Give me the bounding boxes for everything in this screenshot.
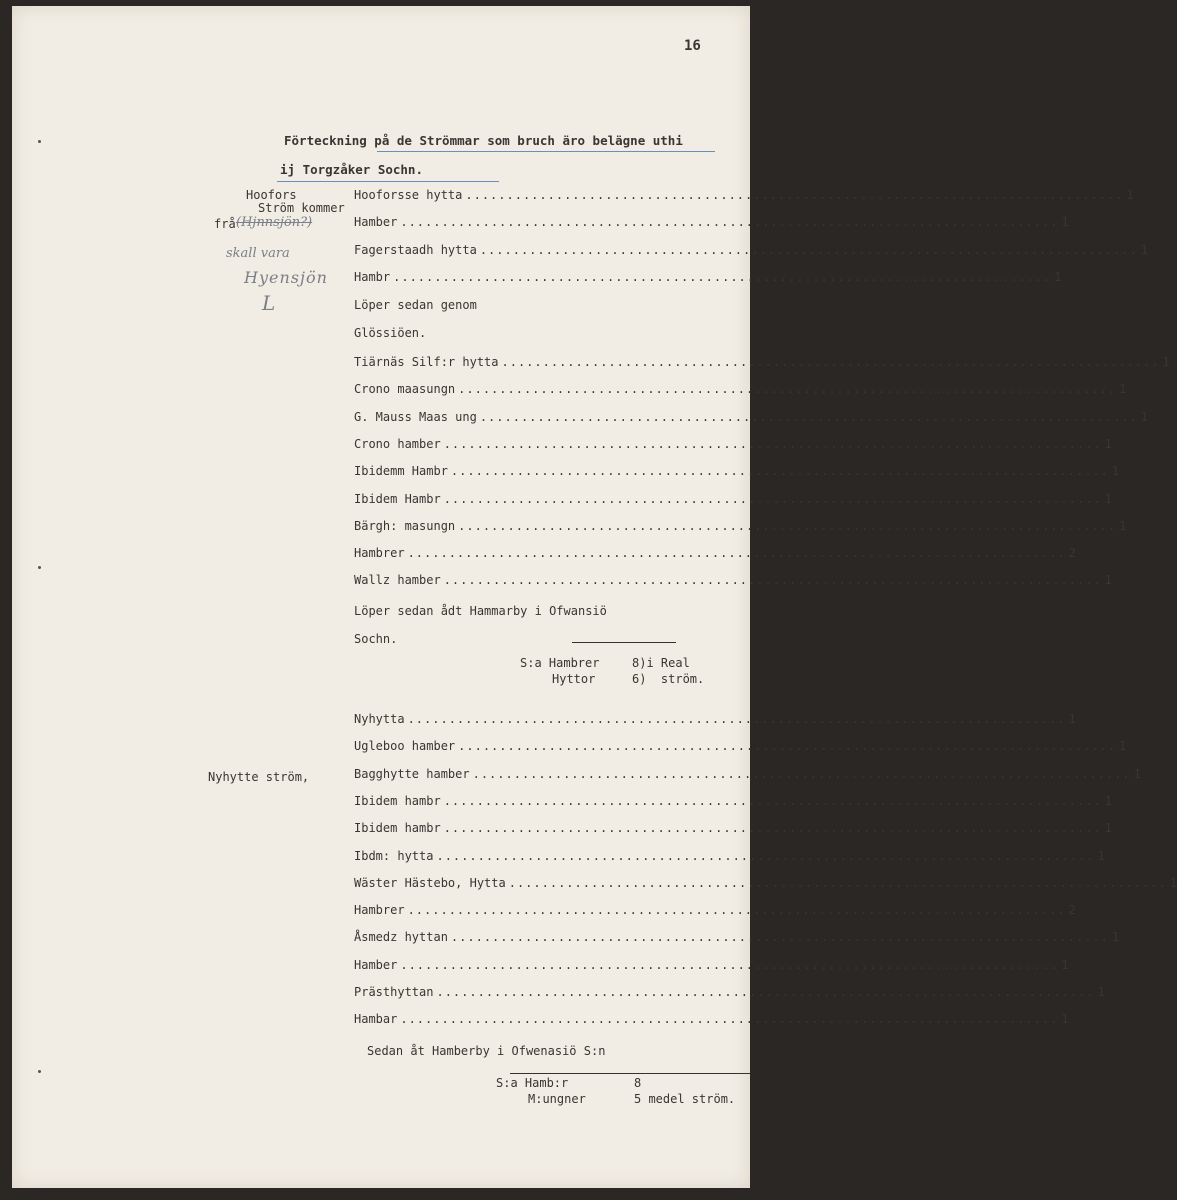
leader-dots: ................................................................................ — [501, 355, 1160, 369]
leader-dots: ................................................................................ — [400, 957, 1059, 972]
list-item — [354, 903, 1076, 919]
section1-label-line1: Hoofors — [246, 188, 297, 202]
item-value: 1 — [1104, 821, 1112, 836]
leader-dots: ................................................................................ — [407, 903, 1066, 918]
section1-sum-value-2: 6) ström. — [632, 672, 705, 686]
list-item — [354, 739, 1127, 755]
leader-dots: ................................................................................ — [407, 712, 1066, 726]
leader-dots: ................................................................................ — [443, 436, 1102, 451]
list-item — [354, 518, 1127, 535]
item-label: Hooforsse hytta — [354, 188, 463, 202]
list-item — [354, 712, 1076, 728]
item-value: 1 — [1111, 464, 1120, 479]
item-label: Ibidem hambr — [354, 793, 441, 808]
leader-dots: ................................................................................ — [458, 518, 1117, 533]
section1-text-b: Glössiöen. — [354, 326, 427, 340]
punch-hole-mark — [38, 140, 41, 143]
item-value: 1 — [1119, 739, 1127, 754]
item-value: 1 — [1061, 1012, 1069, 1027]
item-value: 1 — [1169, 875, 1177, 890]
item-label: Wäster Hästebo, Hytta — [354, 875, 506, 890]
list-item — [354, 188, 1134, 204]
list-item — [354, 355, 1170, 371]
item-value: 1 — [1054, 269, 1062, 284]
item-label: Hambrer — [354, 903, 405, 918]
item-label: Ugleboo hamber — [354, 739, 456, 754]
leader-dots: ................................................................................ — [508, 875, 1167, 890]
section2-label: Nyhytte ström, — [208, 770, 310, 784]
list-item — [354, 793, 1112, 810]
handwritten-note-2: Hyensjön — [244, 268, 328, 287]
item-label: Hamber — [354, 957, 398, 972]
leader-dots: ................................................................................ — [465, 188, 1124, 202]
leader-dots: ................................................................................ — [458, 382, 1117, 397]
section2-sum-rule — [510, 1073, 750, 1074]
leader-dots: ................................................................................ — [450, 464, 1109, 479]
leader-dots: ................................................................................ — [436, 985, 1095, 999]
list-item — [354, 491, 1112, 508]
item-label: Ibidem Hambr — [354, 491, 441, 506]
item-value: 1 — [1133, 766, 1141, 781]
section2-sum-label-2: M:ungner — [528, 1092, 586, 1106]
section2-sum-label-1: S:a Hamb:r — [496, 1076, 569, 1090]
item-label: Ibdm: hytta — [354, 848, 434, 863]
item-label: Ibidem hambr — [354, 821, 441, 836]
list-item — [354, 1012, 1069, 1028]
leader-dots: ................................................................................ — [479, 242, 1138, 257]
item-value: 1 — [1068, 712, 1076, 726]
section1-text-d: Sochn. — [354, 632, 398, 646]
section1-text-a: Löper sedan genom — [354, 298, 477, 312]
item-value: 1 — [1104, 573, 1112, 588]
section1-sum-value-1: 8)i Real — [632, 656, 690, 670]
leader-dots: ................................................................................ — [458, 739, 1117, 754]
item-label: Bagghytte hamber — [354, 766, 470, 781]
leader-dots: ................................................................................ — [400, 215, 1059, 230]
item-label: Crono maasungn — [354, 382, 456, 397]
item-label: Fagerstaadh hytta — [354, 242, 477, 257]
section1-text-c: Löper sedan ådt Hammarby i Ofwansiö — [354, 604, 607, 618]
leader-dots: ................................................................................ — [436, 848, 1095, 863]
list-item — [354, 546, 1076, 562]
item-label: Hamber — [354, 215, 398, 230]
item-label: Wallz hamber — [354, 573, 441, 588]
handwritten-struck-note: (Hjnnsjön?) — [236, 215, 313, 230]
item-label: G. Mauss Maas ung — [354, 409, 477, 424]
section1-label-line3: frå — [214, 217, 236, 231]
punch-hole-mark — [38, 1070, 41, 1073]
header-line-1: Förteckning på de Strömmar som bruch äro belägne uthi — [284, 133, 683, 148]
header-line-2: ij Torgzåker Sochn. — [280, 162, 423, 177]
leader-dots: ................................................................................ — [479, 409, 1138, 424]
document-page — [12, 6, 1177, 1188]
item-label: Hambrer — [354, 546, 405, 561]
item-label: Åsmedz hyttan — [354, 930, 448, 945]
item-value: 1 — [1097, 848, 1105, 863]
item-label: Prästhyttan — [354, 985, 434, 999]
header-underline-2 — [277, 181, 499, 182]
item-value: 1 — [1140, 409, 1149, 424]
section2-sum-value-1: 8 — [634, 1076, 642, 1090]
item-label: Nyhytta — [354, 712, 405, 726]
item-label: Ibidemm Hambr — [354, 464, 448, 479]
section1-label-line2: Ström kommer — [258, 201, 345, 215]
page-number: 16 — [684, 38, 701, 54]
header-underline-1 — [377, 151, 715, 152]
handwritten-note-1: skall vara — [226, 246, 290, 261]
item-label: Crono hamber — [354, 436, 441, 451]
item-value: 2 — [1068, 903, 1076, 918]
item-label: Hambar — [354, 1012, 398, 1027]
list-item — [354, 985, 1105, 1001]
leader-dots: ................................................................................ — [472, 766, 1131, 781]
leader-dots: ................................................................................ — [393, 269, 1052, 284]
item-value: 1 — [1111, 930, 1120, 945]
item-value: 1 — [1097, 985, 1105, 999]
section2-text-end: Sedan åt Hamberby i Ofwenasiö S:n — [367, 1044, 606, 1058]
punch-hole-mark — [38, 566, 41, 569]
item-label: Hambr — [354, 269, 391, 284]
item-label: Tiärnäs Silf:r hytta — [354, 355, 499, 369]
section1-sum-label-2: Hyttor — [552, 672, 596, 686]
list-item — [354, 957, 1069, 974]
item-value: 1 — [1140, 242, 1149, 257]
list-item — [354, 573, 1112, 589]
item-value: 1 — [1061, 957, 1069, 972]
list-item — [354, 382, 1127, 398]
leader-dots: ................................................................................ — [443, 491, 1102, 506]
handwritten-initial: L — [262, 291, 276, 315]
list-item — [354, 242, 1149, 259]
leader-dots: ................................................................................ — [400, 1012, 1059, 1027]
list-item — [354, 875, 1177, 892]
list-item — [354, 215, 1069, 231]
list-item — [354, 464, 1120, 480]
section1-sum-rule — [572, 642, 676, 643]
item-value: 1 — [1104, 491, 1112, 506]
leader-dots: ................................................................................ — [443, 573, 1102, 588]
leader-dots: ................................................................................ — [443, 821, 1102, 836]
item-value: 1 — [1061, 215, 1069, 230]
item-label: Bärgh: masungn — [354, 518, 456, 533]
section2-sum-value-2: 5 medel ström. — [634, 1092, 736, 1106]
item-value: 1 — [1104, 793, 1112, 808]
list-item — [354, 821, 1112, 837]
item-value: 1 — [1104, 436, 1112, 451]
list-item — [354, 269, 1062, 286]
leader-dots: ................................................................................ — [450, 930, 1109, 945]
item-value: 2 — [1068, 546, 1076, 561]
list-item — [354, 766, 1141, 783]
list-item — [354, 930, 1120, 946]
item-value: 1 — [1126, 188, 1134, 202]
item-value: 1 — [1119, 382, 1127, 397]
item-value: 1 — [1119, 518, 1127, 533]
list-item — [354, 436, 1112, 453]
leader-dots: ................................................................................ — [407, 546, 1066, 561]
item-value: 1 — [1162, 355, 1170, 369]
leader-dots: ................................................................................ — [443, 793, 1102, 808]
list-item — [354, 848, 1105, 865]
section1-sum-label-1: S:a Hambrer — [520, 656, 600, 670]
list-item — [354, 409, 1149, 426]
